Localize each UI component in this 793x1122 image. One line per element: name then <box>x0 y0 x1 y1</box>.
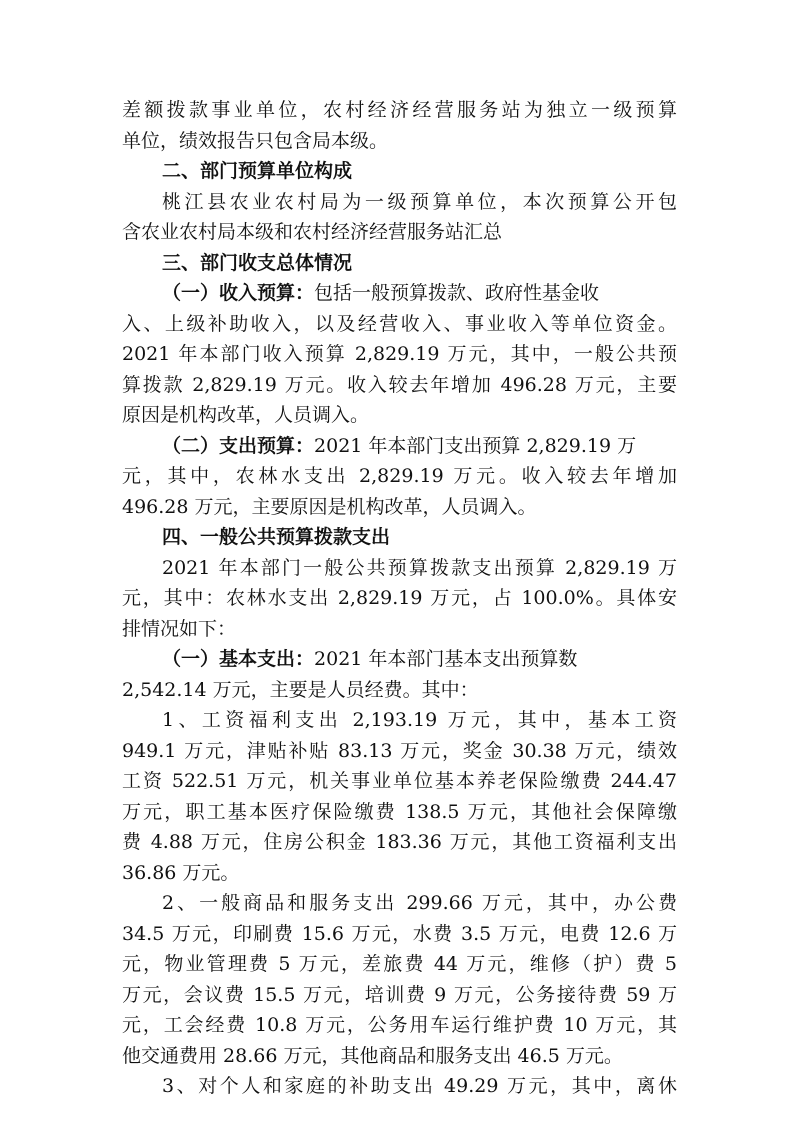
paragraph-line <box>122 431 677 462</box>
paragraph-line: 桃江县农业农村局为一级预算单位，本次预算公开包 <box>162 190 677 213</box>
paragraph-line: 元，其中，农林水支出 2,829.19 万元。收入较去年增加 <box>122 465 677 487</box>
paragraph-line: 元，其中：农林水支出 2,829.19 万元，占 100.0%。具体安 <box>122 587 677 609</box>
subheading-label: （一）收入预算： <box>162 282 315 304</box>
paragraph-text: 包括一般预算拨款、政府性基金收 <box>314 282 600 304</box>
paragraph-line: 36.86 万元。 <box>122 861 240 884</box>
paragraph-line: 1、工资福利支出 2,193.19 万元，其中，基本工资 <box>162 709 677 731</box>
paragraph-line: 2021 年本部门收入预算 2,829.19 万元，其中，一般公共预 <box>122 343 677 365</box>
paragraph-line: 2021 年本部门一般公共预算拨款支出预算 2,829.19 万 <box>162 556 677 579</box>
subheading-label: （一）基本支出： <box>162 648 315 670</box>
paragraph-line: 原因是机构改革，人员调入。 <box>122 404 370 426</box>
paragraph-line: 2,542.14 万元，主要是人员经费。其中： <box>122 678 479 701</box>
section-heading: 三、部门收支总体情况 <box>162 251 353 274</box>
paragraph-line: 3、对个人和家庭的补助支出 49.29 万元，其中，离休 <box>162 1075 677 1097</box>
document-body <box>122 95 677 1102</box>
paragraph-line: 34.5 万元，印刷费 15.6 万元，水费 3.5 万元，电费 12.6 万 <box>122 922 677 945</box>
section-heading: 四、一般公共预算拨款支出 <box>162 526 391 548</box>
paragraph-line: 入、上级补助收入，以及经营收入、事业收入等单位资金。 <box>122 312 677 335</box>
paragraph-line: 元，物业管理费 5 万元，差旅费 44 万元，维修（护）费 5 <box>122 953 677 975</box>
paragraph-line: 949.1 万元，津贴补贴 83.13 万元，奖金 30.38 万元，绩效 <box>122 739 677 762</box>
paragraph-line: 算拨款 2,829.19 万元。收入较去年增加 496.28 万元，主要 <box>122 373 677 396</box>
paragraph-line: 费 4.88 万元，住房公积金 183.36 万元，其他工资福利支出 <box>122 831 677 853</box>
paragraph-line <box>122 644 677 675</box>
section-heading: 二、部门预算单位构成 <box>162 160 353 182</box>
paragraph-line: 工资 522.51 万元，机关事业单位基本养老保险缴费 244.47 <box>122 770 677 792</box>
paragraph-line: 排情况如下： <box>122 617 237 640</box>
paragraph-line: 元，工会经费 10.8 万元，公务用车运行维护费 10 万元，其 <box>122 1014 677 1036</box>
paragraph-line: 差额拨款事业单位，农村经济经营服务站为独立一级预算 <box>122 99 677 121</box>
paragraph-line: 万元，职工基本医疗保险缴费 138.5 万元，其他社会保障缴 <box>122 800 677 823</box>
paragraph-line: 他交通费用 28.66 万元，其他商品和服务支出 46.5 万元。 <box>122 1044 623 1067</box>
subheading-label: （二）支出预算： <box>162 434 315 457</box>
paragraph-line: 496.28 万元，主要原因是机构改革，人员调入。 <box>122 495 537 518</box>
paragraph-line: 含农业农村局本级和农村经济经营服务站汇总 <box>122 221 503 243</box>
paragraph-text: 2021 年本部门支出预算 2,829.19 万 <box>314 434 637 457</box>
paragraph-line: 单位，绩效报告只包含局本级。 <box>122 129 389 152</box>
paragraph-line: 万元，会议费 15.5 万元，培训费 9 万元，公务接待费 59 万 <box>122 983 677 1006</box>
paragraph-line: 2、一般商品和服务支出 299.66 万元，其中，办公费 <box>162 892 677 914</box>
paragraph-text: 2021 年本部门基本支出预算数 <box>314 648 578 670</box>
paragraph-line <box>122 278 677 309</box>
